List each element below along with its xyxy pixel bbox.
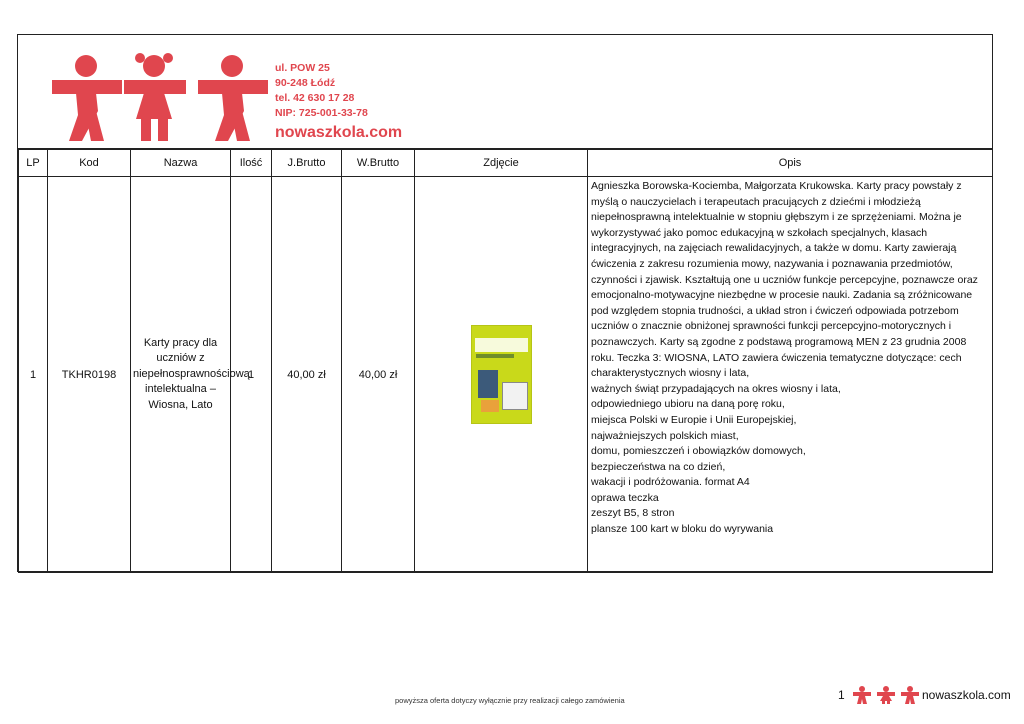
cell-kod: TKHR0198 [48,177,131,573]
document-header [18,35,992,149]
cell-jbrutto: 40,00 zł [272,177,342,573]
company-city: 90-248 Łódź [275,77,336,89]
company-street: ul. POW 25 [275,62,330,74]
header-jbrutto: J.Brutto [272,150,342,177]
header-kod: Kod [48,150,131,177]
header-lp: LP [19,150,48,177]
cell-nazwa: Karty pracy dla uczniów z niepełnosprawnościową intelektualna – Wiosna, Lato [131,177,231,573]
cell-zdjecie [415,177,588,573]
company-nip: NIP: 725-001-33-78 [275,107,368,119]
header-nazwa: Nazwa [131,150,231,177]
cell-ilosc: 1 [231,177,272,573]
footer-logo-icon [851,686,921,704]
offer-table [18,149,993,573]
book-cover-image [472,326,531,423]
header-zdjecie: Zdjęcie [415,150,588,177]
header-opis: Opis [588,150,993,177]
table-header-row [19,150,993,177]
cell-opis: Agnieszka Borowska-Kociemba, Małgorzata Krukowska. Karty pracy powstały z myślą o nauczycielach i terapeutach pracujących z dziećmi i młodzieżą niepełnosprawną intelektualnie w stopniu głębszym i ze sprzężeniami. Można je wykorzystywać jako pomoc edukacyjną w szkołach specjalnych, klasach integracyjnych, na zajęciach rewalidacyjnych, a także w domu. Karty zawierają ćwiczenia z zakresu rozumienia mowy, nazywania i poznawania przedmiotów, czynności i zjawisk. Kształtują one u uczniów funkcje percepcyjne, poznawcze oraz emocjonalno-motywacyjne niezbędne w procesie nauki. Zadania są zróżnicowane pod względem stopnia trudności, a układ stron i ćwiczeń odpowiada potrzebom uczniów o znacznie obniżonej sprawności funkcji percepcyjno-motorycznych i poznawczych. Karty są zgodne z podstawą programową MEN z 23 grudnia 2008 roku. Teczka 3: WIOSNA, LATO zawiera ćwiczenia tematyczne dotyczące: cech charakterystycznych wiosny i lata, ważnych świąt przypadających na okres wiosny i lata, odpowiedniego ubioru na daną porę roku, miejsca Polski w Europie i Unii Europejskiej, najważniejszych polskich miast, domu, pomieszczeń i obowiązków domowych, bezpieczeństwa na co dzień, wakacji i podróżowania. format A4 oprawa teczka zeszyt B5, 8 stron plansze 100 kart w bloku do wyrywania [588,177,993,573]
offer-sheet [17,34,993,572]
cell-lp: 1 [19,177,48,573]
page-number: 1 [838,688,845,702]
cover-title-block [475,338,528,352]
company-website[interactable]: nowaszkola.com [275,124,403,141]
footer-note: powyższa oferta dotyczy wyłącznie przy realizacji całego zamówienia [395,696,625,705]
company-phone: tel. 42 630 17 28 [275,92,355,104]
cover-photo-icon [478,370,498,398]
cover-picture-icon [481,400,499,412]
header-ilosc: Ilość [231,150,272,177]
company-contact [275,61,402,143]
cover-subtitle-block [476,354,514,358]
cell-wbrutto: 40,00 zł [342,177,415,573]
cover-card-icon [502,382,528,410]
table-row [19,177,993,573]
header-wbrutto: W.Brutto [342,150,415,177]
footer-website[interactable]: nowaszkola.com [922,688,1011,702]
company-logo-icon [52,53,274,141]
